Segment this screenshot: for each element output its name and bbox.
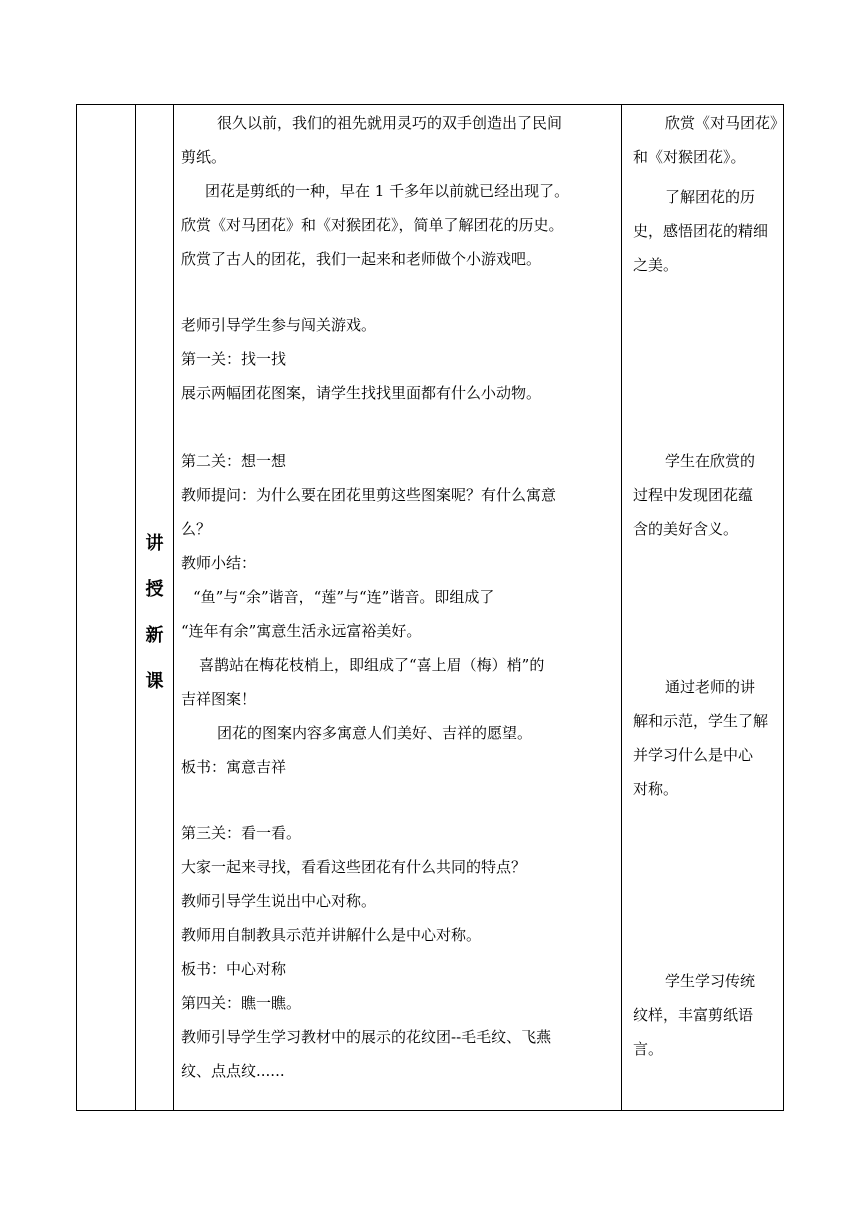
content-line: 吉祥图案！ — [181, 690, 257, 708]
content-line: 第二关：想一想 — [181, 452, 287, 470]
content-line: 教师用自制教具示范并讲解什么是中心对称。 — [181, 926, 482, 944]
note-line: 学生学习传统 — [665, 972, 756, 990]
note-line: 含的美好含义。 — [633, 520, 739, 538]
section-label — [136, 105, 173, 1110]
content-line: 第一关：找一找 — [181, 350, 287, 368]
note-line: 言。 — [633, 1040, 664, 1058]
content-line: 剪纸。 — [181, 148, 227, 166]
content-line: 么？ — [181, 520, 212, 538]
section-label-char: 讲 — [145, 533, 164, 554]
note-line: 史，感悟团花的精细 — [633, 222, 769, 240]
note-line: 之美。 — [633, 256, 679, 274]
note-line: 纹样，丰富剪纸语 — [633, 1006, 754, 1024]
note-line: 和《对猴团花》。 — [633, 148, 746, 166]
column-divider — [621, 105, 622, 1110]
section-label-char: 新 — [145, 625, 164, 646]
content-line: 板书：寓意吉祥 — [181, 758, 287, 776]
content-line: 团花的图案内容多寓意人们美好、吉祥的愿望。 — [217, 724, 533, 742]
content-line: 板书：中心对称 — [181, 960, 287, 978]
section-label-char: 授 — [145, 579, 164, 600]
content-line: 教师引导学生说出中心对称。 — [181, 892, 377, 910]
note-line: 欣赏《对马团花》 — [665, 114, 786, 132]
section-label-char: 课 — [145, 671, 164, 692]
note-line: 并学习什么是中心 — [633, 746, 754, 764]
content-line: 团花是剪纸的一种，早在 1 千多年以前就已经出现了。 — [205, 182, 570, 200]
content-line: 展示两幅团花图案，请学生找找里面都有什么小动物。 — [181, 384, 542, 402]
content-line: “鱼”与“余”谐音，“莲”与“连”谐音。即组成了 — [193, 588, 495, 606]
content-line: 大家一起来寻找，看看这些团花有什么共同的特点？ — [181, 858, 527, 876]
content-line: 纹、点点纹...... — [181, 1062, 285, 1080]
note-line: 对称。 — [633, 780, 679, 798]
content-line: 教师引导学生学习教材中的展示的花纹团--毛毛纹、飞燕 — [181, 1028, 552, 1046]
content-line: 第三关：看一看。 — [181, 824, 302, 842]
content-line: “连年有余”寓意生活永远富裕美好。 — [181, 622, 422, 640]
content-line: 很久以前，我们的祖先就用灵巧的双手创造出了民间 — [217, 114, 563, 132]
note-line: 过程中发现团花蕴 — [633, 486, 754, 504]
note-line: 通过老师的讲 — [665, 678, 756, 696]
content-line: 教师提问：为什么要在团花里剪这些图案呢？有什么寓意 — [181, 486, 557, 504]
content-line: 欣赏《对马团花》和《对猴团花》，简单了解团花的历史。 — [181, 216, 564, 234]
content-line: 喜鹊站在梅花枝梢上，即组成了“喜上眉（梅）梢”的 — [199, 656, 545, 674]
content-line: 欣赏了古人的团花，我们一起来和老师做个小游戏吧。 — [181, 250, 542, 268]
content-line: 教师小结： — [181, 554, 257, 572]
content-line: 第四关：瞧一瞧。 — [181, 994, 302, 1012]
lesson-table — [76, 104, 784, 1111]
note-line: 学生在欣赏的 — [665, 452, 756, 470]
column-divider — [173, 105, 174, 1110]
note-line: 了解团花的历 — [665, 188, 756, 206]
content-line: 老师引导学生参与闯关游戏。 — [181, 316, 377, 334]
note-line: 解和示范，学生了解 — [633, 712, 769, 730]
